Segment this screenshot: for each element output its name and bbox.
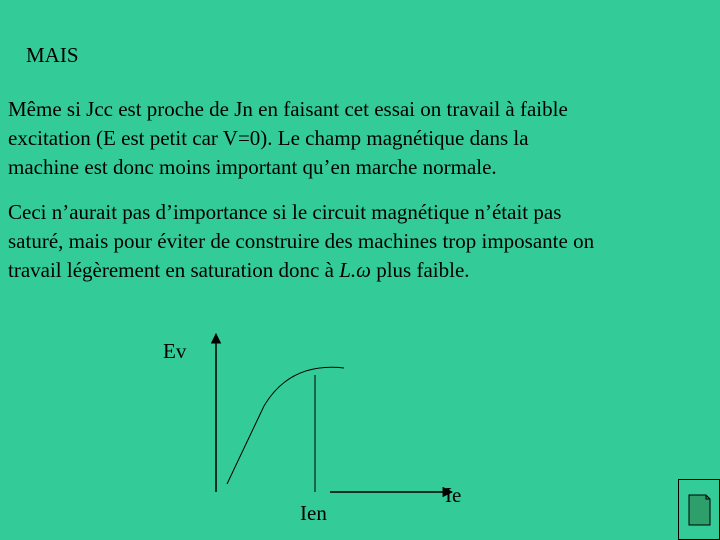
y-axis-label: Ev — [163, 339, 187, 363]
paragraph-text: travail légèrement en saturation donc à — [8, 258, 340, 282]
ien-label: Ien — [300, 501, 327, 525]
x-axis-label: Ie — [445, 483, 462, 507]
page-nav-icon[interactable] — [678, 479, 720, 540]
paragraph-line: Ceci n’aurait pas d’importance si le circuit magnétique n’était pas — [8, 200, 562, 224]
formula-l-omega: L.ω — [339, 258, 371, 282]
paragraph-line: machine est donc moins important qu’en marche normale. — [8, 155, 497, 179]
paragraph-line: saturé, mais pour éviter de construire des machines trop imposante on — [8, 229, 595, 253]
paragraph-text: plus faible. — [370, 258, 470, 282]
saturation-curve — [264, 367, 344, 406]
paragraph-line: Même si Jcc est proche de Jn en faisant cet essai on travail à faible — [8, 97, 568, 121]
slide-title: MAIS — [26, 43, 79, 67]
paragraph-line: excitation (E est petit car V=0). Le champ magnétique dans la — [8, 126, 529, 150]
linear-segment — [227, 406, 264, 484]
